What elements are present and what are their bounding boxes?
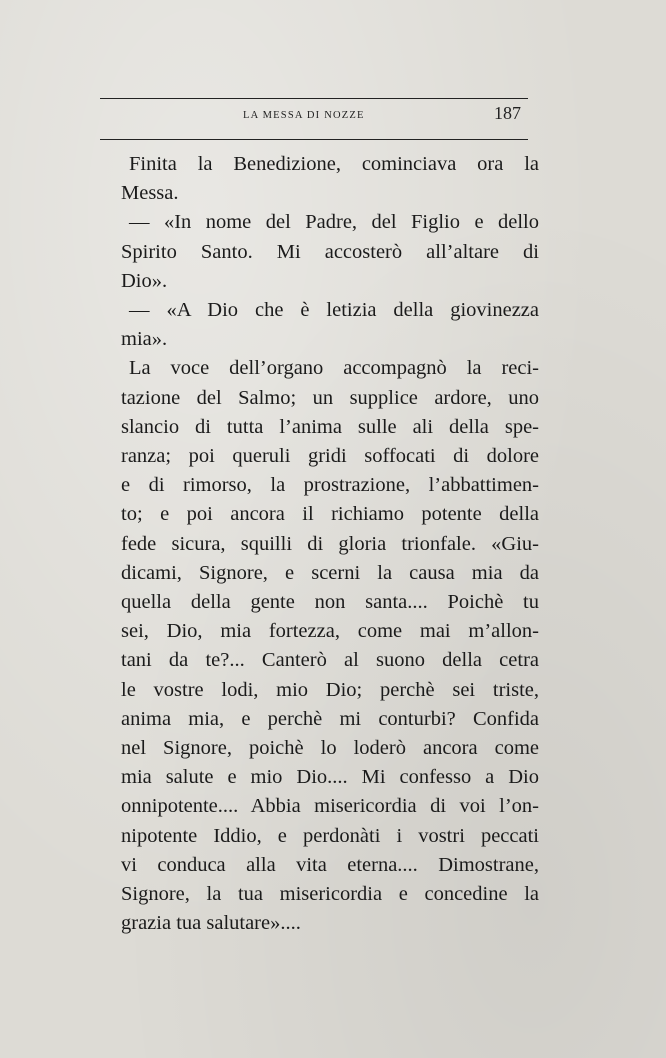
- text-line: Spirito Santo. Mi accosterò all’altare di: [121, 240, 539, 263]
- paragraph: [113, 208, 539, 296]
- text-line: Signore, la tua misericordia e concedine la: [121, 883, 539, 906]
- text-line: — «In nome del Padre, del Figlio e dello: [129, 211, 539, 234]
- text-line: nipotente Iddio, e perdonàti i vostri peccati: [121, 824, 539, 847]
- paragraph: [113, 354, 539, 938]
- text-line: le vostre lodi, mio Dio; perchè sei triste,: [121, 678, 539, 701]
- text-line: anima mia, e perchè mi conturbi? Confida: [121, 707, 539, 730]
- text-line: vi conduca alla vita eterna.... Dimostrane,: [121, 853, 539, 876]
- page-number: 187: [494, 103, 521, 123]
- text-line: La voce dell’organo accompagnò la reci-: [129, 357, 539, 380]
- text-line: onnipotente.... Abbia misericordia di voi l’on-: [121, 795, 539, 818]
- text-line: quella della gente non santa.... Poichè tu: [121, 591, 539, 614]
- text-line: dicami, Signore, e scerni la causa mia da: [121, 561, 539, 584]
- text-line: ranza; poi queruli gridi soffocati di dolore: [121, 445, 539, 468]
- text-line: e di rimorso, la prostrazione, l’abbattimen-: [121, 474, 539, 497]
- header-rule-top: [100, 98, 528, 99]
- text-line: mia salute e mio Dio.... Mi confesso a Dio: [121, 766, 539, 789]
- body-text: [113, 150, 539, 938]
- text-line: — «A Dio che è letizia della giovinezza: [129, 299, 539, 322]
- text-line: sei, Dio, mia fortezza, come mai m’allon-: [121, 620, 539, 643]
- running-title: LA MESSA DI NOZZE: [243, 110, 365, 121]
- text-line: Finita la Benedizione, cominciava ora la: [129, 153, 539, 175]
- paragraph: [113, 296, 539, 354]
- text-line: nel Signore, poichè lo loderò ancora come: [121, 737, 539, 760]
- header-rule-bottom: [100, 139, 528, 140]
- paragraph: [113, 150, 539, 208]
- text-line: Dio».: [121, 269, 168, 292]
- text-line: to; e poi ancora il richiamo potente della: [121, 503, 539, 526]
- text-line: grazia tua salutare»....: [121, 912, 301, 935]
- text-line: tazione del Salmo; un supplice ardore, uno: [121, 386, 539, 409]
- text-line: Messa.: [121, 182, 179, 205]
- text-line: tani da te?... Canterò al suono della cetra: [121, 649, 539, 672]
- text-line: mia».: [121, 328, 168, 351]
- text-line: fede sicura, squilli di gloria trionfale. «Giu-: [121, 532, 539, 555]
- text-line: slancio di tutta l’anima sulle ali della spe-: [121, 415, 539, 438]
